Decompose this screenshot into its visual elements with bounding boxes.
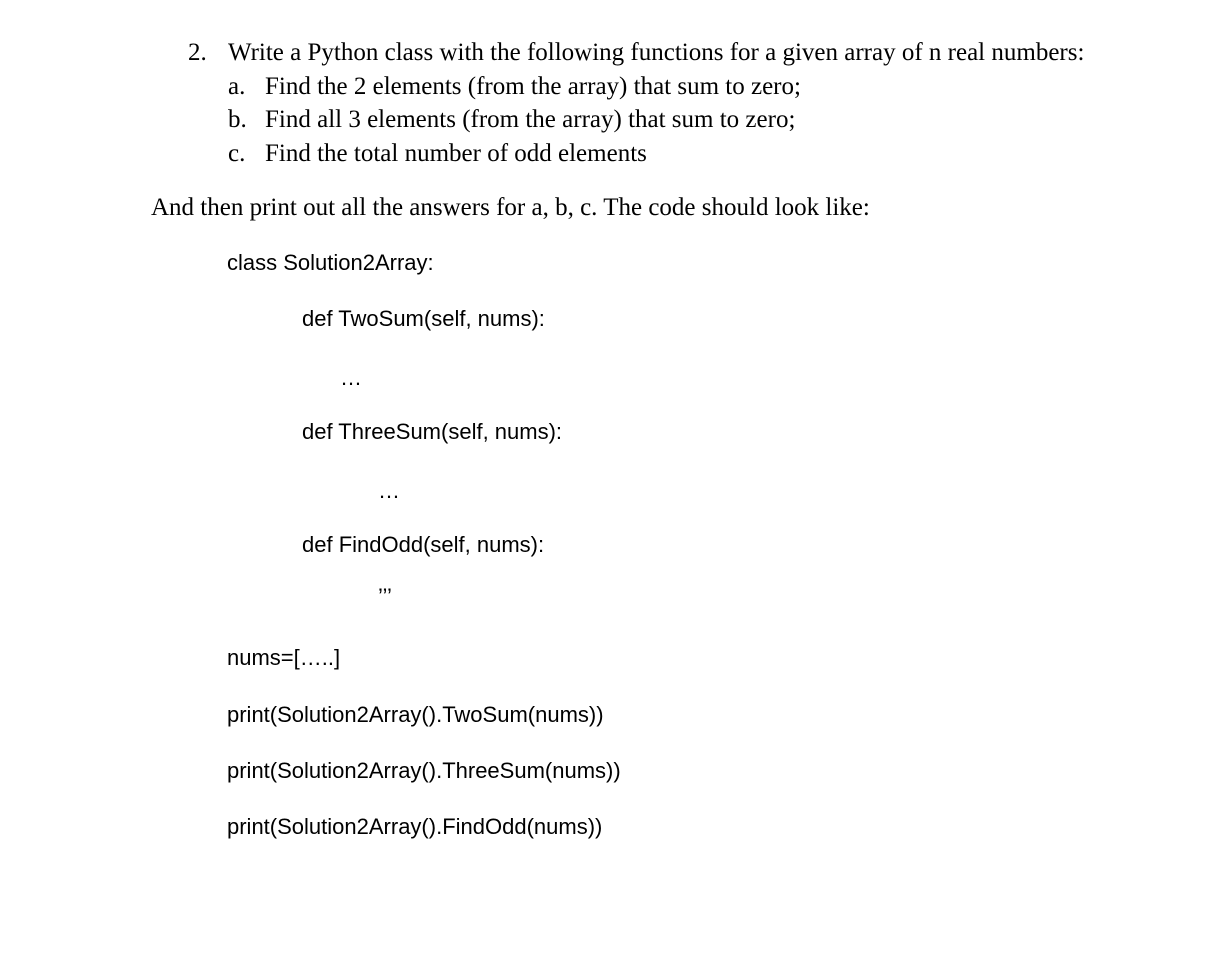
item-c-text: Find the total number of odd elements bbox=[265, 140, 647, 167]
question-number: 2. bbox=[188, 39, 207, 66]
item-a-marker: a. bbox=[228, 73, 246, 100]
code-print-twosum: print(Solution2Array().TwoSum(nums)) bbox=[227, 702, 604, 727]
code-def-findodd: def FindOdd(self, nums): bbox=[302, 532, 545, 557]
code-class-line: class Solution2Array: bbox=[227, 250, 434, 275]
code-print-findodd: print(Solution2Array().FindOdd(nums)) bbox=[227, 814, 603, 839]
code-body-threesum: … bbox=[378, 478, 400, 503]
question-text: Write a Python class with the following functions for a given array of n real numbers: bbox=[228, 39, 1085, 66]
code-body-twosum: … bbox=[340, 365, 362, 390]
item-b-marker: b. bbox=[228, 106, 247, 133]
code-def-threesum: def ThreeSum(self, nums): bbox=[302, 419, 563, 444]
item-a-text: Find the 2 elements (from the array) that sum to zero; bbox=[265, 73, 801, 100]
code-nums-line: nums=[…..] bbox=[227, 645, 341, 670]
code-def-twosum: def TwoSum(self, nums): bbox=[302, 306, 545, 331]
item-c-marker: c. bbox=[228, 140, 246, 167]
followup-text: And then print out all the answers for a, b, c. The code should look like: bbox=[151, 194, 870, 221]
code-print-threesum: print(Solution2Array().ThreeSum(nums)) bbox=[227, 758, 621, 783]
code-body-findodd: ’’’ bbox=[378, 584, 392, 609]
item-b-text: Find all 3 elements (from the array) that sum to zero; bbox=[265, 106, 796, 133]
